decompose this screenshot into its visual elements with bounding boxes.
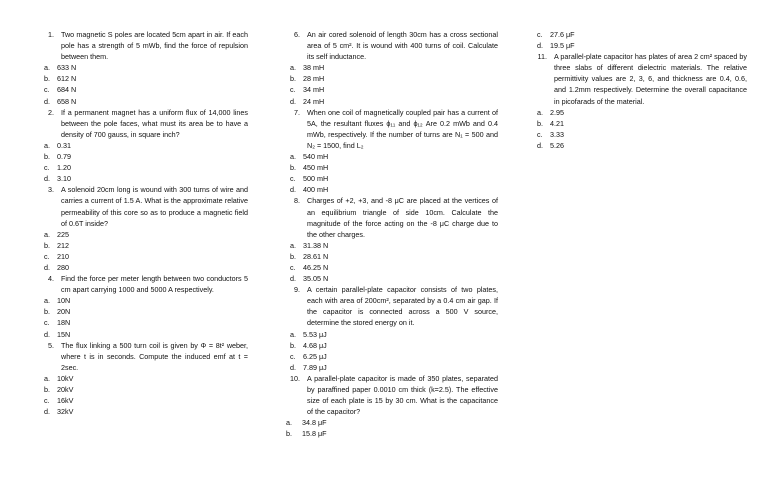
option-b <box>40 240 248 251</box>
option-value: 280 <box>57 262 69 272</box>
option-b <box>40 306 248 317</box>
option-letter: a. <box>290 63 296 73</box>
option-value: 1.20 <box>57 163 71 173</box>
option-value: 212 <box>57 240 69 250</box>
option-value: 35.05 N <box>303 274 329 284</box>
option-value: 210 <box>57 251 69 261</box>
question-number: 8. <box>294 196 300 206</box>
option-letter: c. <box>44 251 50 261</box>
option-value: 633 N <box>57 63 77 73</box>
question-text: A solenoid 20cm long is wound with 300 turns of wire and carries a current of 1.5 A. What is the approximate relative permeability of this core so as to produce a magnetic field of 0.6T inside? <box>61 185 248 228</box>
option-value: 31.38 N <box>303 240 329 250</box>
question-number: 1. <box>48 30 54 39</box>
option-letter: d. <box>290 362 296 372</box>
option-letter: d. <box>44 329 50 339</box>
option-letter: d. <box>44 174 50 184</box>
option-d <box>286 362 498 373</box>
option-value: 15.8 μF <box>302 429 327 439</box>
question-number: 11. <box>537 52 547 62</box>
column-1 <box>40 29 248 417</box>
question-text: Charges of +2, +3, and -8 μC are placed at the vertices of an equilibrium triangle of side 10cm. Calculate the magnitude of the force acting on the -8 μC charge due to the other charges. <box>307 196 498 239</box>
option-value: 16kV <box>57 396 74 406</box>
question-text: A parallel-plate capacitor is made of 350 plates, separated by paraffined paper 0.0010 cm thick (k=2.5). The effective size of each plate is 15 by 30 cm. What is the capacitance of the capacitor? <box>307 373 498 417</box>
option-value: 612 N <box>57 74 77 84</box>
option-letter: a. <box>537 107 543 117</box>
option-letter: a. <box>290 152 296 162</box>
option-value: 20N <box>57 307 71 317</box>
option-value: 32kV <box>57 407 74 417</box>
option-d <box>40 173 248 184</box>
option-b <box>286 251 498 262</box>
option-c <box>40 162 248 173</box>
column-2 <box>286 29 498 439</box>
option-d <box>286 96 498 107</box>
column-3 <box>533 29 747 151</box>
option-a <box>40 229 248 240</box>
question-10 <box>286 373 498 440</box>
option-letter: c. <box>44 318 50 328</box>
option-letter: a. <box>44 296 50 306</box>
option-letter: c. <box>44 85 50 95</box>
option-letter: c. <box>290 174 296 184</box>
option-letter: a. <box>290 329 296 339</box>
option-letter: b. <box>44 385 50 394</box>
question-number: 7. <box>294 107 300 117</box>
question-8 <box>286 195 498 284</box>
option-letter: a. <box>286 418 292 428</box>
option-value: 450 mH <box>303 163 329 173</box>
option-value: 400 mH <box>303 185 329 195</box>
option-value: 18N <box>57 318 71 328</box>
option-value: 34 mH <box>303 85 325 95</box>
question-7 <box>286 107 498 196</box>
question-text: Find the force per meter length between two conductors 5 cm apart carrying 1000 and 5000 A respectively. <box>61 274 248 295</box>
option-value: 28.61 N <box>303 251 329 261</box>
option-c <box>40 317 248 328</box>
option-letter: d. <box>290 185 296 195</box>
option-value: 46.25 N <box>303 262 329 272</box>
option-a <box>286 62 498 73</box>
option-value: 10kV <box>57 373 74 383</box>
option-c <box>286 262 498 273</box>
option-letter: d. <box>44 262 50 272</box>
option-a <box>533 107 747 118</box>
option-c <box>533 29 747 40</box>
question-text: The flux linking a 500 turn coil is given by Φ = 8t² weber, where t is in seconds. Compute the induced emf at t = 2sec. <box>61 340 248 372</box>
option-letter: d. <box>537 41 543 51</box>
option-d <box>533 140 747 151</box>
option-c <box>40 395 248 406</box>
option-letter: c. <box>44 163 50 173</box>
question-text: A certain parallel-plate capacitor consists of two plates, each with area of 200cm², separated by a 0.4 cm air gap. If the capacitor is connected across a 500 V source, determine the stored energy on it. <box>307 285 498 328</box>
option-letter: d. <box>537 140 543 150</box>
question-number: 2. <box>48 107 54 117</box>
option-value: 20kV <box>57 385 74 394</box>
question-6 <box>286 29 498 107</box>
option-letter: d. <box>44 96 50 106</box>
question-number: 9. <box>294 285 300 295</box>
option-a <box>286 417 498 428</box>
option-value: 15N <box>57 329 71 339</box>
option-value: 540 mH <box>303 152 329 162</box>
option-letter: b. <box>290 251 296 261</box>
option-letter: a. <box>44 140 50 150</box>
option-a <box>286 151 498 162</box>
question-5 <box>40 340 248 418</box>
option-value: 225 <box>57 229 69 239</box>
option-value: 10N <box>57 296 71 306</box>
question-number: 10. <box>290 373 300 383</box>
option-value: 500 mH <box>303 174 329 184</box>
question-11 <box>533 51 747 151</box>
option-b <box>286 73 498 84</box>
option-letter: c. <box>290 262 296 272</box>
option-c <box>40 251 248 262</box>
option-letter: c. <box>290 85 296 95</box>
option-a <box>40 295 248 306</box>
question-1 <box>40 29 248 107</box>
option-value: 6.25 μJ <box>303 351 327 361</box>
option-value: 38 mH <box>303 63 325 73</box>
option-a <box>286 329 498 340</box>
option-letter: b. <box>290 74 296 84</box>
question-text: Two magnetic S poles are located 5cm apart in air. If each pole has a strength of 5 mWb, find the force of repulsion between them. <box>61 30 248 62</box>
option-letter: b. <box>290 340 296 350</box>
option-letter: a. <box>44 373 50 383</box>
option-value: 2.95 <box>550 107 564 117</box>
option-value: 28 mH <box>303 74 325 84</box>
option-value: 27.6 μF <box>550 30 575 39</box>
option-value: 658 N <box>57 96 77 106</box>
option-letter: b. <box>537 118 543 128</box>
question-text: A parallel-plate capacitor has plates of area 2 cm² spaced by three slabs of different dielectric materials. The relative permittivity values are 2, 3, 6, and thickness are 0.4, 0.6, and 1.2mm respectively. Determine the overall capacitance in picofarads of the material. <box>554 52 747 106</box>
option-letter: d. <box>290 274 296 284</box>
option-d <box>40 329 248 340</box>
option-letter: b. <box>44 240 50 250</box>
question-text: When one coil of magnetically coupled pair has a current of 5A, the resultant fluxes ϕ₁₁ and ϕ₁₂ Are 0.2 mWb and 0.4 mWb, respectively. If the number of turns are N₁ = 500 and N₂ = 1500, find L₂ <box>307 107 498 150</box>
question-text: An air cored solenoid of length 30cm has a cross sectional area of 5 cm². It is wound with 400 turns of coil. Calculate its self inductance. <box>307 30 498 62</box>
option-c <box>286 84 498 95</box>
option-letter: c. <box>44 396 50 406</box>
option-value: 3.33 <box>550 129 564 139</box>
question-4 <box>40 273 248 340</box>
option-letter: b. <box>290 163 296 173</box>
option-b <box>40 384 248 395</box>
option-d <box>40 96 248 107</box>
option-b <box>286 428 498 439</box>
option-c <box>533 129 747 140</box>
option-value: 0.79 <box>57 152 71 162</box>
question-3 <box>40 184 248 273</box>
question-text: If a permanent magnet has a uniform flux of 14,000 lines between the pole faces, what must its area be to have a density of 700 gauss, in square inch? <box>61 107 248 139</box>
option-value: 34.8 μF <box>302 418 327 428</box>
option-value: 0.31 <box>57 140 71 150</box>
question-9 <box>286 284 498 373</box>
option-letter: d. <box>290 96 296 106</box>
option-b <box>533 118 747 129</box>
option-value: 4.68 μJ <box>303 340 327 350</box>
option-c <box>40 84 248 95</box>
question-number: 4. <box>48 274 54 284</box>
option-a <box>40 140 248 151</box>
question-2 <box>40 107 248 185</box>
option-value: 7.89 μJ <box>303 362 327 372</box>
option-letter: b. <box>44 152 50 162</box>
option-letter: b. <box>44 74 50 84</box>
option-value: 3.10 <box>57 174 71 184</box>
option-value: 24 mH <box>303 96 325 106</box>
option-a <box>40 373 248 384</box>
option-value: 684 N <box>57 85 77 95</box>
option-letter: d. <box>44 407 50 417</box>
question-number: 5. <box>48 340 54 350</box>
option-letter: c. <box>290 351 296 361</box>
option-letter: c. <box>537 129 543 139</box>
option-c <box>286 351 498 362</box>
option-letter: c. <box>537 30 543 39</box>
option-value: 5.26 <box>550 140 564 150</box>
option-value: 19.5 μF <box>550 41 575 51</box>
option-value: 4.21 <box>550 118 564 128</box>
option-a <box>40 62 248 73</box>
option-b <box>40 151 248 162</box>
option-d <box>286 184 498 195</box>
option-letter: a. <box>44 229 50 239</box>
option-c <box>286 173 498 184</box>
option-d <box>286 273 498 284</box>
option-letter: a. <box>44 63 50 73</box>
question-number: 6. <box>294 30 300 39</box>
option-b <box>40 73 248 84</box>
option-letter: a. <box>290 240 296 250</box>
option-d <box>40 262 248 273</box>
question-number: 3. <box>48 185 54 195</box>
question-10-continued <box>533 29 747 51</box>
option-d <box>533 40 747 51</box>
option-b <box>286 340 498 351</box>
option-d <box>40 406 248 417</box>
option-b <box>286 162 498 173</box>
option-letter: b. <box>44 307 50 317</box>
option-a <box>286 240 498 251</box>
option-letter: b. <box>286 429 292 439</box>
option-value: 5.53 μJ <box>303 329 327 339</box>
